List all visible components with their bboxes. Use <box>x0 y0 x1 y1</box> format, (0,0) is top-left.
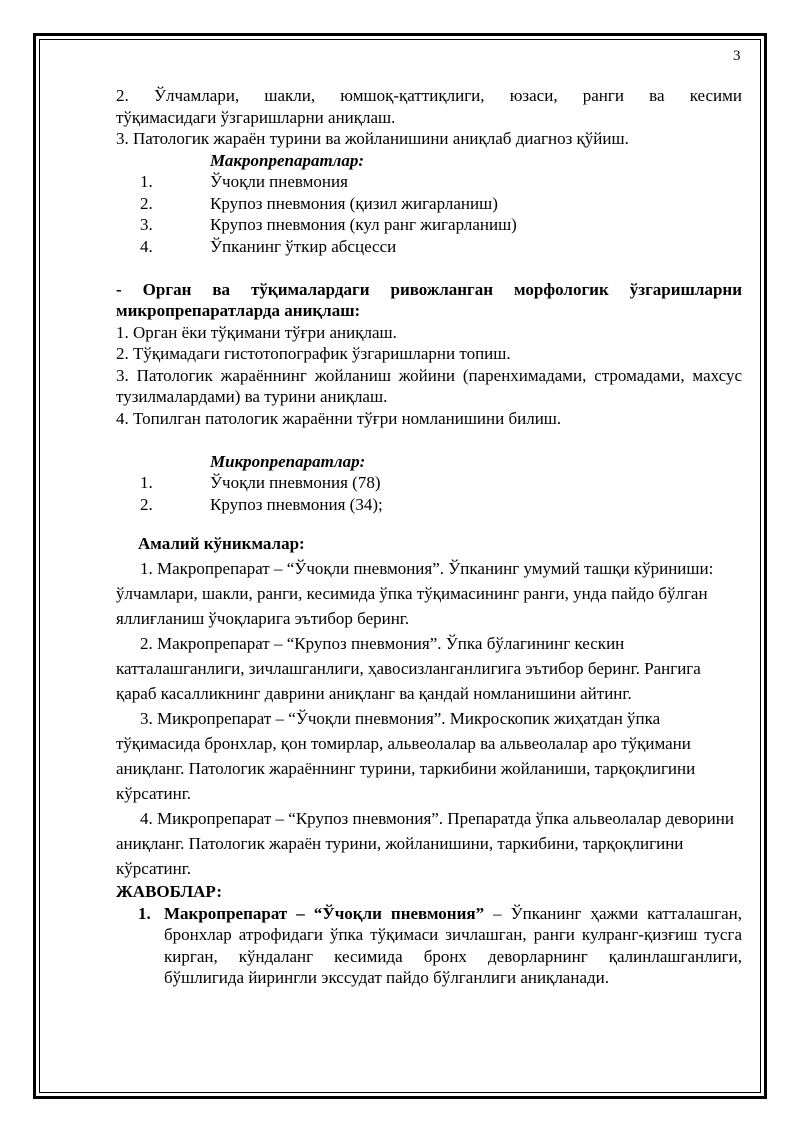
list-item <box>116 171 742 193</box>
skill-item-2: 2. Макропрепарат – “Крупоз пневмония”. Ўпка бўлагининг кескин катталашганлиги, зичлашганлиги, ҳавосизланганлигига эътибор беринг. Рангига қараб касалликнинг даврини аниқланг ва қандай номланишини айтинг. <box>116 634 701 703</box>
micro-heading: Микропрепаратлар: <box>210 451 366 471</box>
answer-bold-lead: Макропрепарат – “Ўчоқли пневмония” <box>164 903 485 923</box>
skills-section <box>116 531 742 881</box>
criterion-3: 3. Патологик жараён турини ва жойланишини аниқлаб диагноз қўйиш. <box>116 129 629 148</box>
organ-heading-line2: микропрепаратларда аниқлаш: <box>116 301 361 320</box>
list-item-text: Ўчоқли пневмония (78) <box>210 473 381 492</box>
list-item-number: 2. <box>140 494 153 514</box>
list-item-number: 2. <box>140 193 153 213</box>
macro-list <box>116 171 742 257</box>
criterion-2-line1: 2. Ўлчамлари, шакли, юмшоқ-қаттиқлиги, юзаси, ранги ва кесими <box>116 86 742 105</box>
list-item <box>116 193 742 215</box>
skill-item-1: 1. Макропрепарат – “Ўчоқли пневмония”. Ўпканинг умумий ташқи кўриниши: ўлчамлари, шакли, ранги, кесимида ўпка тўқимасининг ранги, унда пайдо бўлган яллиғланиш ўчоқларига эътибор беринг. <box>116 559 714 628</box>
answer-body: – Ўпканинг ҳажми катталашган, бронхлар атрофидаги ўпка тўқимаси зичлашган, ранги кулранг-қизғиш тусга кирган, кўндаланг кесимида бронх деворларнинг қалинлашганлиги, бўшлигида йирингли экссудат пайдо бўлганлиги аниқланади. <box>164 903 743 987</box>
page-content <box>116 85 742 989</box>
answers-title: ЖАВОБЛАР: <box>116 882 223 901</box>
organ-line-2: 2. Тўқимадаги гистотопографик ўзгаришларни топиш. <box>116 344 511 363</box>
skill-item-4: 4. Микропрепарат – “Крупоз пневмония”. Препаратда ўпка альвеолалар деворини аниқланг. Патологик жараён турини, жойланишини, таркибини, тарқоқлигини кўрсатинг. <box>116 809 734 878</box>
organ-line-4: 4. Топилган патологик жараённи тўғри номланишини билиш. <box>116 408 562 428</box>
criterion-2-line2: тўқимасидаги ўзгаришларни аниқлаш. <box>116 107 396 127</box>
micro-list <box>116 472 742 515</box>
answer-number: 1. <box>138 903 151 923</box>
list-item-text: Крупоз пневмония (кул ранг жигарланиш) <box>210 215 517 234</box>
organ-line-1: 1. Орган ёки тўқимани тўғри аниқлаш. <box>116 322 397 342</box>
list-item-text: Крупоз пневмония (қизил жигарланиш) <box>210 193 498 213</box>
macro-heading: Макропрепаратлар: <box>210 150 365 170</box>
list-item <box>116 236 742 258</box>
list-item-number: 4. <box>140 236 153 256</box>
list-item <box>116 472 742 494</box>
organ-line-3: 3. Патологик жараённинг жойланиш жойини (паренхимадами, стромадами, махсус тузилмалардами) ва турини аниқлаш. <box>116 365 742 406</box>
list-item-number: 1. <box>140 473 153 492</box>
list-item-text: Крупоз пневмония (34); <box>210 494 383 514</box>
list-item-number: 1. <box>140 172 153 191</box>
list-item-text: Ўпканинг ўткир абсцесси <box>210 236 397 256</box>
organ-heading-line1: - Орган ва тўқималардаги ривожланган морфологик ўзгаришларни <box>116 279 742 299</box>
list-item <box>116 494 742 516</box>
list-item-text: Ўчоқли пневмония <box>210 172 348 191</box>
list-item <box>116 214 742 236</box>
skill-item-3: 3. Микропрепарат – “Ўчоқли пневмония”. Микроскопик жиҳатдан ўпка тўқимасида бронхлар, қон томирлар, альвеолалар ва альвеолалар аро тўқимани аниқланг. Патологик жараённинг турини, таркибини жойланиши, тарқоқлигини кўрсатинг. <box>116 709 696 803</box>
skills-title: Амалий кўникмалар: <box>138 534 305 553</box>
answer-text <box>164 903 742 989</box>
page-number: 3 <box>733 48 741 64</box>
list-item-number: 3. <box>140 215 153 234</box>
answer-item-1 <box>116 903 742 989</box>
